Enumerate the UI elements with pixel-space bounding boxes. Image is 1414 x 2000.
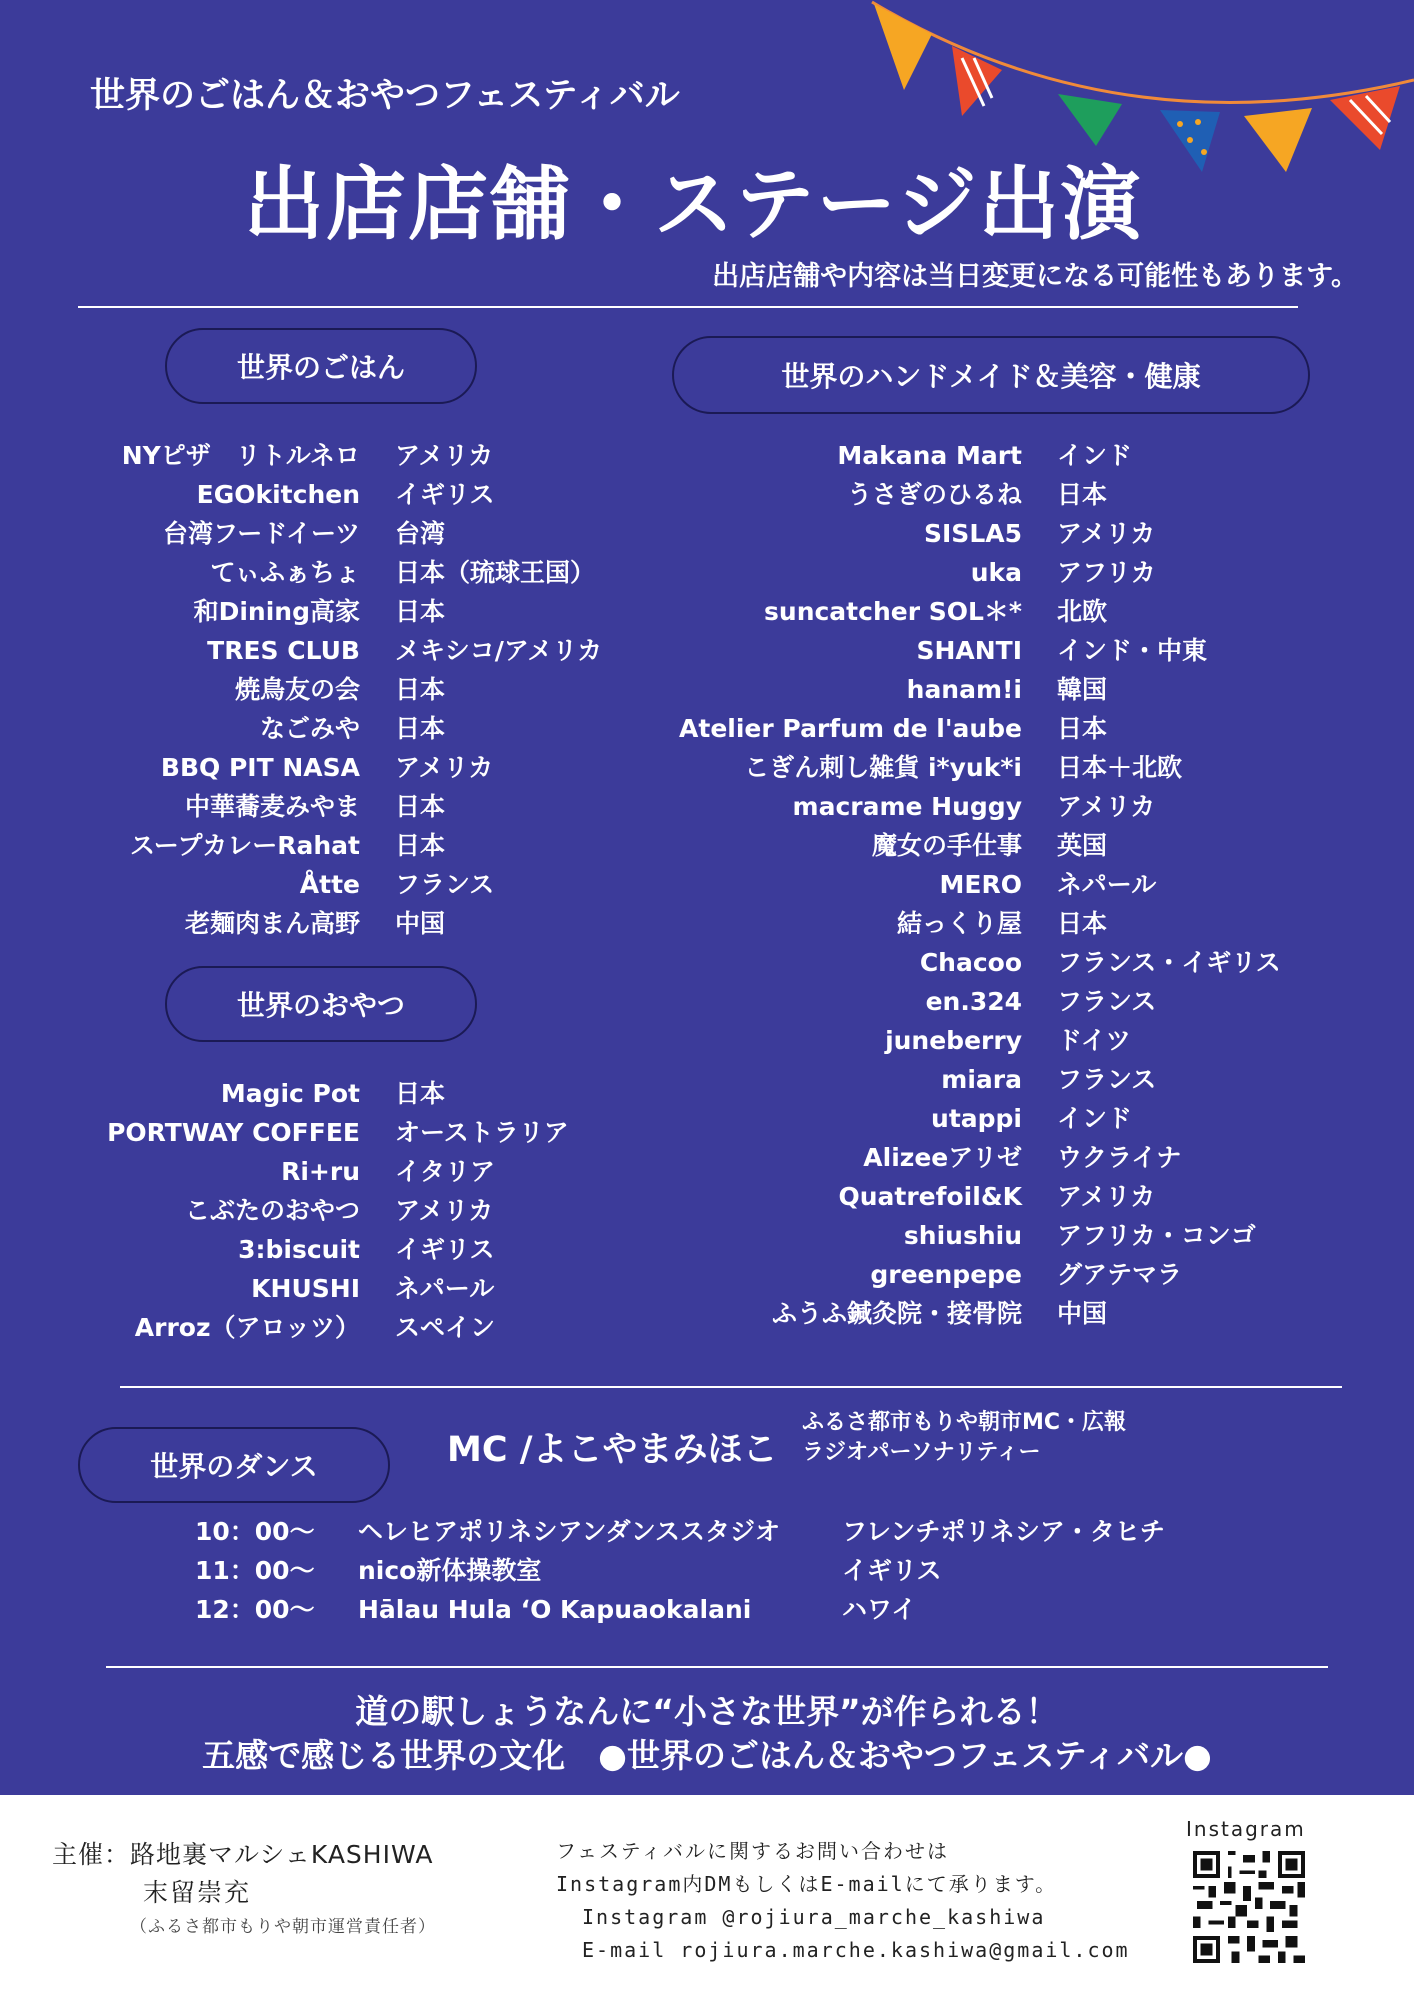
list-item: KHUSHI ネパール — [251, 1274, 495, 1303]
instagram-handle[interactable]: Instagram @rojiura_marche_kashiwa — [582, 1905, 1046, 1929]
change-notice: 出店店舗や内容は当日変更になる可能性もあります。 — [712, 261, 1358, 292]
list-item: miara フランス — [941, 1065, 1157, 1094]
dance-section-heading: 世界のダンス — [78, 1427, 390, 1503]
list-item: BBQ PIT NASA アメリカ — [160, 753, 494, 782]
list-item: Quatrefoil&K アメリカ — [838, 1182, 1156, 1211]
list-item: Makana Mart インド — [837, 441, 1133, 470]
list-item: スープカレーRahat 日本 — [130, 831, 446, 860]
list-item: なごみや 日本 — [259, 714, 446, 743]
list-item: TRES CLUB メキシコ/アメリカ — [207, 636, 603, 665]
handmade-list — [640, 436, 1281, 1333]
list-item: EGOkitchen イギリス — [196, 480, 495, 509]
contact-line: Instagram内DMもしくはE-mailにて承ります。 — [556, 1872, 1058, 1896]
sweets-list — [90, 1074, 569, 1347]
contact-info — [556, 1835, 1130, 1967]
sweets-section-heading: 世界のおやつ — [165, 966, 477, 1042]
list-item: 魔女の手仕事 英国 — [871, 831, 1108, 860]
list-item: こぶたのおやつ アメリカ — [184, 1196, 494, 1225]
handmade-section-heading: 世界のハンドメイド＆美容・健康 — [672, 336, 1310, 414]
dance-schedule — [195, 1512, 1165, 1629]
organizer: 主催：路地裏マルシェKASHIWA — [52, 1840, 434, 1869]
mc-description: ふるさ都市もりや朝市MC・広報 ラジオパーソナリティー — [802, 1410, 1127, 1465]
festival-subtitle: 世界のごはん＆おやつフェスティバル — [90, 76, 680, 116]
list-item: Ri+ru イタリア — [281, 1157, 496, 1186]
list-item: Åtte フランス — [299, 870, 495, 899]
divider — [120, 1386, 1342, 1388]
list-item: shiushiu アフリカ・コンゴ — [903, 1221, 1256, 1250]
organizer-role: （ふるさ都市もりや朝市運営責任者） — [130, 1917, 436, 1937]
contact-line: フェスティバルに関するお問い合わせは — [556, 1839, 949, 1863]
list-item: うさぎのひるね 日本 — [846, 480, 1108, 509]
divider — [106, 1666, 1328, 1668]
list-item: MERO ネパール — [939, 870, 1157, 899]
food-list — [90, 436, 602, 943]
list-item: Magic Pot 日本 — [220, 1079, 446, 1108]
instagram-label: Instagram — [1186, 1817, 1306, 1841]
list-item: 老麺肉まん高野 中国 — [184, 909, 446, 938]
list-item: uka アフリカ — [970, 558, 1156, 587]
list-item: Arroz（アロッツ） スペイン — [134, 1313, 496, 1342]
slogan-line-1: 道の駅しょうなんに“小さな世界”が作られる！ — [355, 1692, 1059, 1731]
list-item: Alizeeアリゼ ウクライナ — [863, 1143, 1182, 1172]
list-item: 和Dining高家 日本 — [193, 597, 446, 626]
list-item: greenpepe グアテマラ — [870, 1260, 1183, 1289]
qr-code-icon[interactable] — [1193, 1851, 1305, 1963]
email-address[interactable]: E-mail rojiura.marche.kashiwa@gmail.com — [582, 1938, 1130, 1962]
list-item: suncatcher SOL＊* 北欧 — [764, 597, 1108, 626]
schedule-row: 10：00～ ヘレヒアポリネシアンダンススタジオ フレンチポリネシア・タヒチ — [195, 1517, 1165, 1546]
mc-name: MC /よこやまみほこ — [447, 1430, 778, 1470]
list-item: en.324 フランス — [925, 987, 1157, 1016]
list-item: こぎん刺し雑貨 i*yuk*i 日本＋北欧 — [744, 753, 1183, 782]
list-item: utappi インド — [931, 1104, 1133, 1133]
list-item: PORTWAY COFFEE オーストラリア — [107, 1118, 569, 1147]
list-item: てぃふぁちょ 日本（琉球王国） — [210, 558, 596, 587]
list-item: ふうふ鍼灸院・接骨院 中国 — [771, 1299, 1108, 1328]
list-item: Atelier Parfum de l'aube 日本 — [679, 714, 1108, 743]
footer — [0, 1795, 1414, 2000]
divider — [78, 306, 1298, 308]
slogan-line-2: 五感で感じる世界の文化 ●世界のごはん＆おやつフェスティバル● — [202, 1736, 1212, 1775]
schedule-row: 12：00～ Hālau Hula ʻO Kapuaokalani ハワイ — [195, 1595, 917, 1624]
list-item: Chacoo フランス・イギリス — [919, 948, 1281, 977]
page-title: 出店店舗・ステージ出演 — [244, 158, 1143, 251]
list-item: SISLA5 アメリカ — [924, 519, 1156, 548]
schedule-row: 11：00～ nico新体操教室 イギリス — [195, 1556, 942, 1585]
list-item: hanam!i 韓国 — [906, 675, 1108, 704]
list-item: macrame Huggy アメリカ — [792, 792, 1156, 821]
list-item: 結っくり屋 日本 — [896, 909, 1108, 938]
list-item: juneberry ドイツ — [885, 1026, 1131, 1055]
list-item: 中華蕎麦みやま 日本 — [184, 792, 446, 821]
list-item: 焼鳥友の会 日本 — [234, 675, 446, 704]
list-item: NYピザ リトルネロ アメリカ — [121, 441, 494, 470]
organizer-name: 末留崇充 — [143, 1878, 252, 1907]
list-item: 台湾フードイーツ 台湾 — [162, 519, 446, 548]
list-item: 3:biscuit イギリス — [238, 1235, 495, 1264]
food-section-heading: 世界のごはん — [165, 328, 477, 404]
list-item: SHANTI インド・中東 — [916, 636, 1208, 665]
